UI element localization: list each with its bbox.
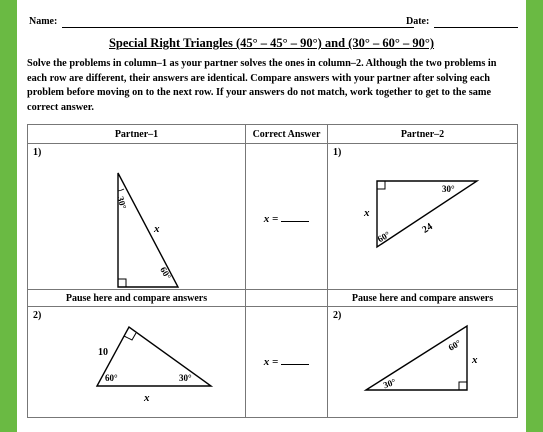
answer-field[interactable] [246,212,327,225]
problem-cell [328,144,518,290]
triangle-diagram [28,307,246,417]
side-label-hypotenuse: x [154,223,160,235]
angle-label-top: 30° [115,195,129,211]
angle-label-left: 60° [375,229,392,245]
triangle-diagram [328,307,518,417]
answer-blank[interactable] [281,212,309,222]
answer-field[interactable] [246,355,327,368]
worksheet-title: Special Right Triangles (45° – 45° – 90°) and (30° – 60° – 90°) [108,36,435,50]
triangle-diagram [28,144,246,289]
side-label-leg: x [364,207,370,219]
answer-blank[interactable] [281,355,309,365]
problem-number: 1) [33,147,42,158]
problem-cell [28,144,246,290]
problem-number: 2) [333,310,342,321]
problem-number: 2) [33,310,42,321]
pause-spacer [246,290,328,307]
angle-label-right: 30° [179,373,192,383]
problem-cell [328,307,518,418]
column-header-partner-2: Partner–2 [328,125,518,144]
angle-label-top: 30° [442,184,455,194]
side-label-hypotenuse: 24 [420,221,435,236]
pause-instruction: Pause here and compare answers [328,290,518,307]
answer-prefix: x = [263,213,279,225]
date-field[interactable] [434,27,518,28]
triangle-diagram [328,144,518,289]
problem-number: 1) [333,147,342,158]
column-header-correct-answer: Correct Answer [246,125,328,144]
angle-label-left: 60° [105,373,118,383]
date-label: Date: [406,16,430,27]
answer-cell[interactable] [246,307,328,418]
problem-table [27,124,518,418]
pause-instruction: Pause here and compare answers [28,290,246,307]
column-header-partner-1: Partner–1 [28,125,246,144]
side-label-leg: x [472,354,478,366]
instructions: Solve the problems in column–1 as your partner solves the ones in column–2. Although the two problems in each row are different, their answers are identical. Compare answers with your partner after solving each problem before moving on to the next row. If your answers do not match, work together to get to the same correct answer. [27,58,497,113]
side-label-left: 10 [98,347,108,358]
angle-label-top: 60° [446,337,463,353]
worksheet [17,0,526,432]
problem-cell [28,307,246,418]
name-field[interactable] [62,27,414,28]
angle-label-left: 30° [381,376,398,391]
side-label-base: x [144,392,150,404]
name-label: Name: [29,16,58,27]
angle-label-bottom: 60° [158,265,174,282]
answer-cell[interactable] [246,144,328,290]
answer-prefix: x = [263,356,279,368]
